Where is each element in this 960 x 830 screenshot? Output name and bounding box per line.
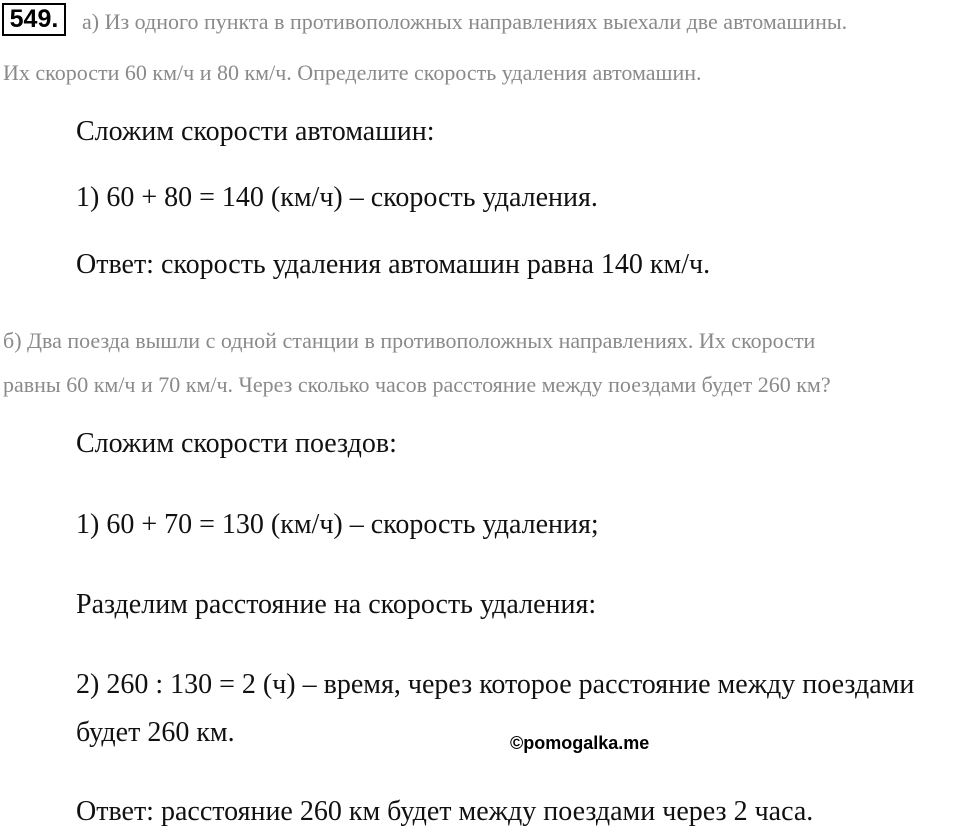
solution-b-intro-2: Разделим расстояние на скорость удаления:: [76, 589, 597, 620]
solution-b-step-1: 1) 60 + 70 = 130 (км/ч) – скорость удаления;: [76, 509, 599, 540]
problem-b-text-line-2: равны 60 км/ч и 70 км/ч. Через сколько часов расстояние между поездами будет 260 км?: [3, 372, 831, 397]
solution-b-intro: Сложим скорости поездов:: [76, 428, 397, 459]
solution-b-step-2-line-2: будет 260 км.: [76, 717, 235, 748]
problem-number: 549.: [2, 3, 66, 36]
watermark: ©pomogalka.me: [510, 733, 650, 753]
problem-a-text-line-2: Их скорости 60 км/ч и 80 км/ч. Определите скорость удаления автомашин.: [3, 60, 702, 85]
solution-a-answer: Ответ: скорость удаления автомашин равна 140 км/ч.: [76, 249, 711, 280]
solution-b-answer: Ответ: расстояние 260 км будет между поездами через 2 часа.: [76, 796, 814, 827]
solution-a-step-1: 1) 60 + 80 = 140 (км/ч) – скорость удаления.: [76, 182, 598, 213]
solution-a-intro: Сложим скорости автомашин:: [76, 116, 435, 147]
solution-b-step-2-line-1: 2) 260 : 130 = 2 (ч) – время, через которое расстояние между поездами: [76, 669, 915, 700]
problem-a-text-line-1: а) Из одного пункта в противоположных направлениях выехали две автомашины.: [82, 9, 848, 34]
problem-b-text-line-1: б) Два поезда вышли с одной станции в противоположных направлениях. Их скорости: [3, 328, 816, 353]
